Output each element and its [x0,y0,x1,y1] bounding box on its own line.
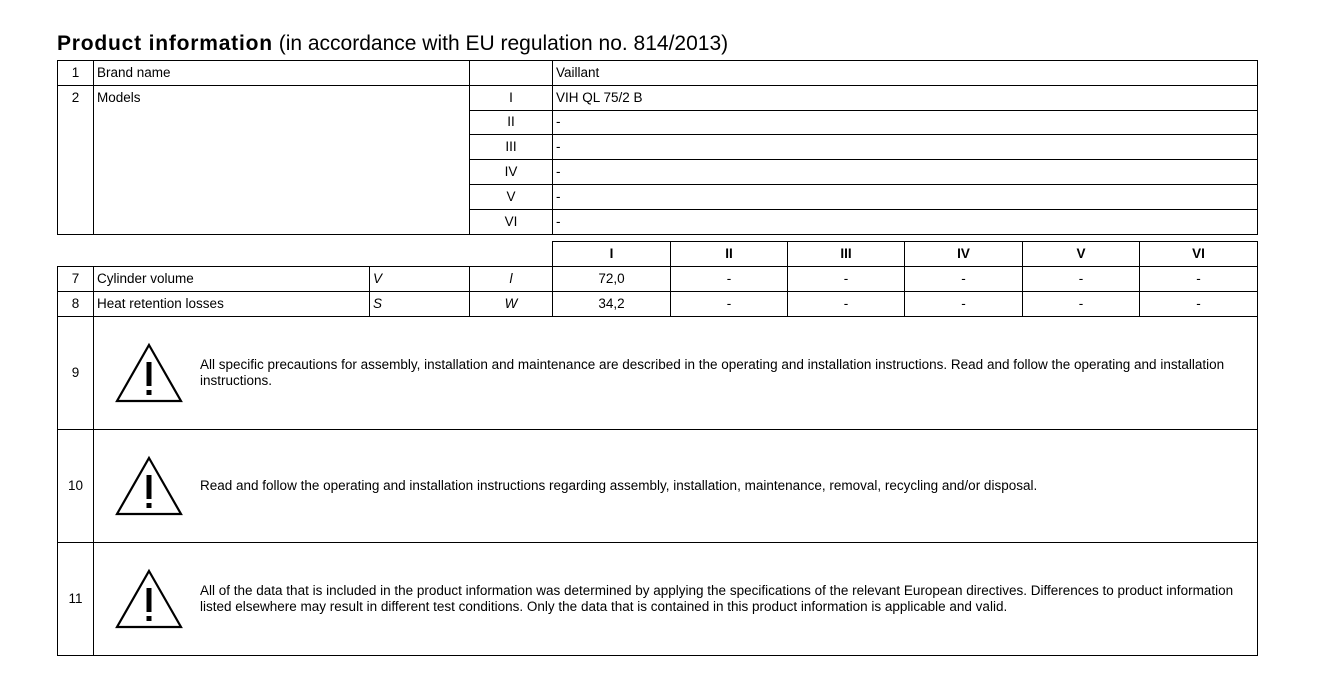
spec-value: - [1140,267,1258,292]
warning-triangle-icon [114,342,184,404]
warning-cell [94,317,1258,430]
page-title [57,31,728,57]
column-header: VI [1140,242,1258,267]
spec-value: 72,0 [553,267,671,292]
column-header: II [671,242,788,267]
row-number: 11 [58,543,94,656]
spec-value: - [788,267,905,292]
model-roman: V [470,184,553,209]
title-subtitle: (in accordance with EU regulation no. 814/2013) [278,32,729,55]
spec-header-row [58,242,1258,267]
model-value: - [553,209,1258,234]
column-header: V [1023,242,1140,267]
row-number: 2 [58,85,94,234]
brand-value: Vaillant [553,61,1258,86]
warning-cell [94,543,1258,656]
model-value: - [553,135,1258,160]
model-roman: VI [470,209,553,234]
row-number: 8 [58,292,94,317]
brand-empty-cell [470,61,553,86]
spec-value: - [788,292,905,317]
warning-text: All specific precautions for assembly, installation and maintenance are described in the operating and installation instructions. Read and follow the operating and installation instructions. [200,357,1225,388]
model-value: - [553,184,1258,209]
model-roman: II [470,110,553,135]
models-label: Models [94,85,470,234]
model-value: - [553,160,1258,185]
model-row [58,85,1258,110]
title-main: Product information [57,32,273,55]
model-roman: I [470,85,553,110]
warning-row [58,317,1258,430]
column-header: I [553,242,671,267]
specs-table [57,241,1258,656]
spec-value: 34,2 [553,292,671,317]
warning-cell [94,430,1258,543]
spec-label: Heat retention losses [94,292,370,317]
spec-row [58,292,1258,317]
row-number: 1 [58,61,94,86]
warning-triangle-icon [114,455,184,517]
spec-symbol: V [370,267,470,292]
warning-triangle-icon [114,568,184,630]
spec-label: Cylinder volume [94,267,370,292]
spec-value: - [905,267,1023,292]
spec-symbol: S [370,292,470,317]
row-number: 10 [58,430,94,543]
brand-models-table [57,60,1258,235]
spec-value: - [671,267,788,292]
brand-row [58,61,1258,86]
model-roman: IV [470,160,553,185]
column-header: IV [905,242,1023,267]
spec-unit: l [470,267,553,292]
column-header: III [788,242,905,267]
model-value: VIH QL 75/2 B [553,85,1258,110]
warning-text: Read and follow the operating and installation instructions regarding assembly, installation, maintenance, removal, recycling and/or disposal. [200,478,1038,493]
model-roman: III [470,135,553,160]
warning-row [58,430,1258,543]
spec-value: - [905,292,1023,317]
spec-value: - [1140,292,1258,317]
model-value: - [553,110,1258,135]
warning-row [58,543,1258,656]
spec-value: - [1023,267,1140,292]
warning-text: All of the data that is included in the product information was determined by applying the specifications of the relevant European directives. Differences to product information listed elsewhere may result in different test conditions. Only the data that is contained in this product information is applicable and valid. [200,583,1234,614]
brand-label: Brand name [94,61,470,86]
spec-row [58,267,1258,292]
spec-unit: W [470,292,553,317]
row-number: 9 [58,317,94,430]
row-number: 7 [58,267,94,292]
spec-value: - [671,292,788,317]
spec-value: - [1023,292,1140,317]
